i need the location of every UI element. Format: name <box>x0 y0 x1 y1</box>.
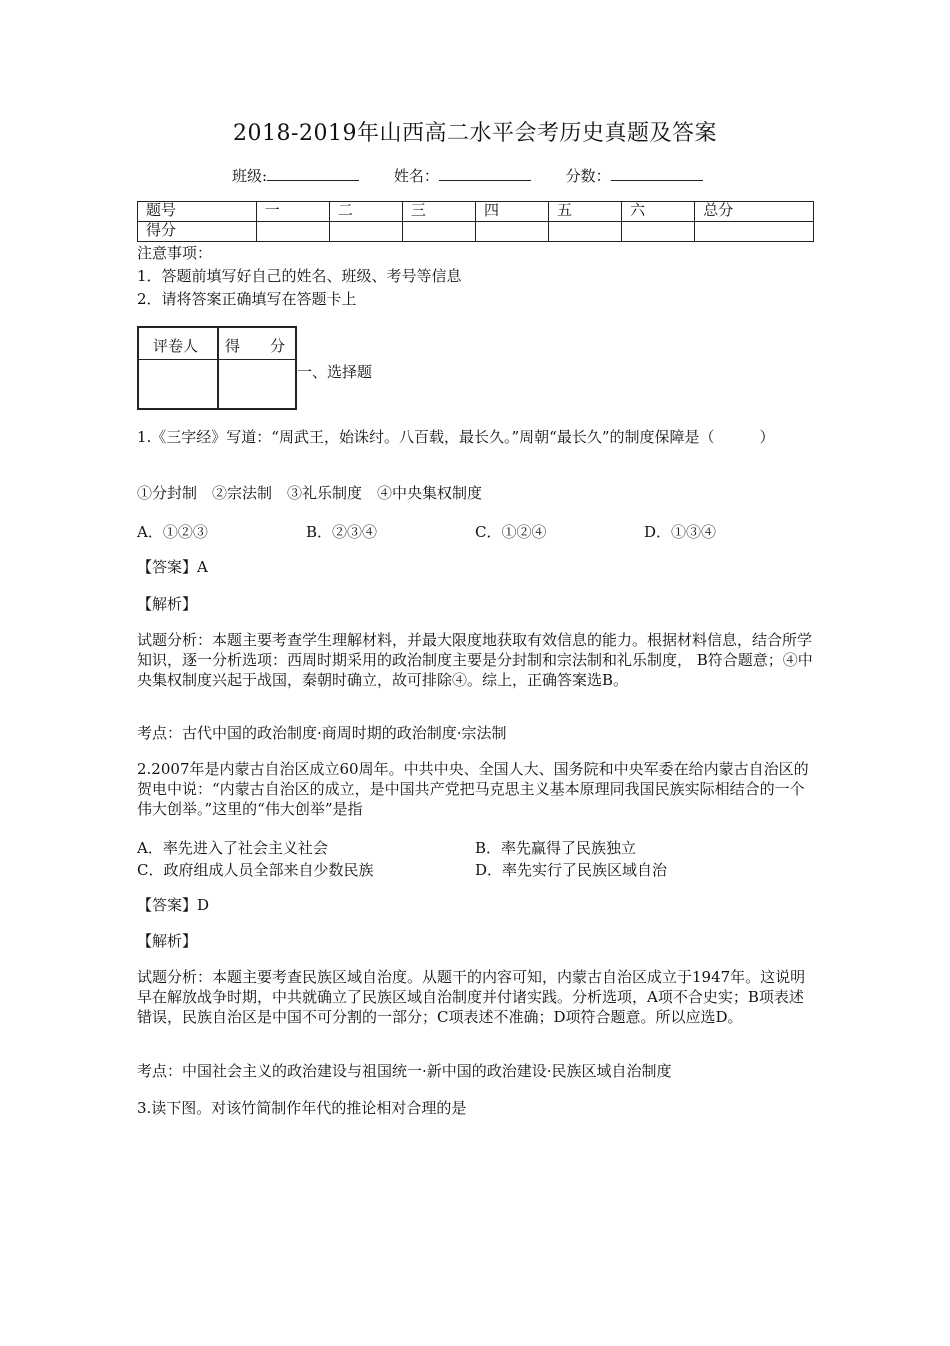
class-label: 班级: <box>232 167 268 185</box>
question-2-point: 考点：中国社会主义的政治建设与祖国统一·新中国的政治建设·民族区域自治制度 <box>137 1062 672 1080</box>
class-blank[interactable] <box>267 166 359 181</box>
score-table <box>137 201 814 242</box>
question-1-option-a[interactable]: A．①②③ <box>137 523 208 541</box>
question-2-option-a[interactable]: A．率先进入了社会主义社会 <box>137 839 328 857</box>
score-table-header-cell: 四 <box>475 202 548 222</box>
score-blank[interactable] <box>611 166 703 181</box>
question-2-answer: 【答案】D <box>137 896 210 914</box>
score-cell[interactable] <box>329 222 402 242</box>
name-blank[interactable] <box>439 166 531 181</box>
score-cell[interactable] <box>622 222 695 242</box>
name-label: 姓名： <box>393 167 439 185</box>
score-table-header-cell: 二 <box>329 202 402 222</box>
score-cell[interactable] <box>549 222 622 242</box>
score-table-header-cell: 三 <box>402 202 475 222</box>
score-cell[interactable] <box>475 222 548 242</box>
question-1-option-b[interactable]: B．②③④ <box>306 523 378 541</box>
grader-box <box>137 326 297 410</box>
question-1-stem: 1.《三字经》写道：“周武王，始诛纣。八百载，最长久。”周朝“最长久”的制度保障是（ ） <box>137 428 775 446</box>
question-2-option-c[interactable]: C．政府组成人员全部来自少数民族 <box>137 861 374 879</box>
grader-box-divider <box>217 328 219 408</box>
notes-heading: 注意事项： <box>137 244 213 262</box>
score-table-header-cell: 总分 <box>695 202 814 222</box>
score-cell[interactable] <box>402 222 475 242</box>
score-table-header-cell: 题号 <box>138 202 257 222</box>
question-1-option-d[interactable]: D．①③④ <box>644 523 717 541</box>
score-row-label: 得分 <box>138 222 257 242</box>
question-1-answer: 【答案】A <box>137 558 208 576</box>
score-table-header-row <box>138 202 814 222</box>
reviewer-label: 评卷人 <box>153 337 199 355</box>
question-1-analysis: 试题分析：本题主要考查学生理解材料，并最大限度地获取有效信息的能力。根据材料信息，结合所学知识，逐一分析选项：西周时期采用的政治制度主要是分封制和宗法制和礼乐制度， B符合题意；④中央集权制度兴起于战国，秦朝时确立，故可排除④。综上，正确答案选B。 <box>137 631 813 689</box>
score-label: 分数： <box>565 167 611 185</box>
score-cell[interactable] <box>256 222 329 242</box>
question-1-analysis-label: 【解析】 <box>137 595 198 613</box>
question-2-option-b[interactable]: B．率先赢得了民族独立 <box>475 839 637 857</box>
student-info-line <box>232 165 703 186</box>
question-2-option-d[interactable]: D．率先实行了民族区域自治 <box>475 861 668 879</box>
question-2-analysis: 试题分析：本题主要考查民族区域自治度。从题干的内容可知，内蒙古自治区成立于1947年。这说明早在解放战争时期，中共就确立了民族区域自治制度并付诸实践。分析选项，A项不合史实；B项表述错误，民族自治区是中国不可分割的一部分；C项表述不准确；D项符合题意。所以应选D。 <box>137 968 806 1026</box>
section-heading: 一、选择题 <box>297 363 373 381</box>
question-1-point: 考点：古代中国的政治制度·商周时期的政治制度·宗法制 <box>137 724 507 742</box>
score-table-score-row <box>138 222 814 242</box>
question-1-option-c[interactable]: C．①②④ <box>475 523 547 541</box>
grader-score-label: 得 分 <box>225 337 286 355</box>
question-3-stem: 3.读下图。对该竹简制作年代的推论相对合理的是 <box>137 1099 467 1117</box>
score-table-header-cell: 一 <box>256 202 329 222</box>
page-title: 2018-2019年山西高二水平会考历史真题及答案 <box>233 121 717 146</box>
score-table-header-cell: 五 <box>549 202 622 222</box>
score-cell[interactable] <box>695 222 814 242</box>
question-2-analysis-label: 【解析】 <box>137 932 198 950</box>
note-item: 2．请将答案正确填写在答题卡上 <box>137 290 357 308</box>
question-1-items: ①分封制 ②宗法制 ③礼乐制度 ④中央集权制度 <box>137 484 483 502</box>
note-item: 1．答题前填写好自己的姓名、班级、考号等信息 <box>137 267 462 285</box>
question-2-stem: 2.2007年是内蒙古自治区成立60周年。中共中央、全国人大、国务院和中央军委在给内蒙古自治区的贺电中说：“内蒙古自治区的成立，是中国共产党把马克思主义基本原理同我国民族实际相结合的一个伟大创举。”这里的“伟大创举”是指 <box>137 760 809 818</box>
score-table-header-cell: 六 <box>622 202 695 222</box>
